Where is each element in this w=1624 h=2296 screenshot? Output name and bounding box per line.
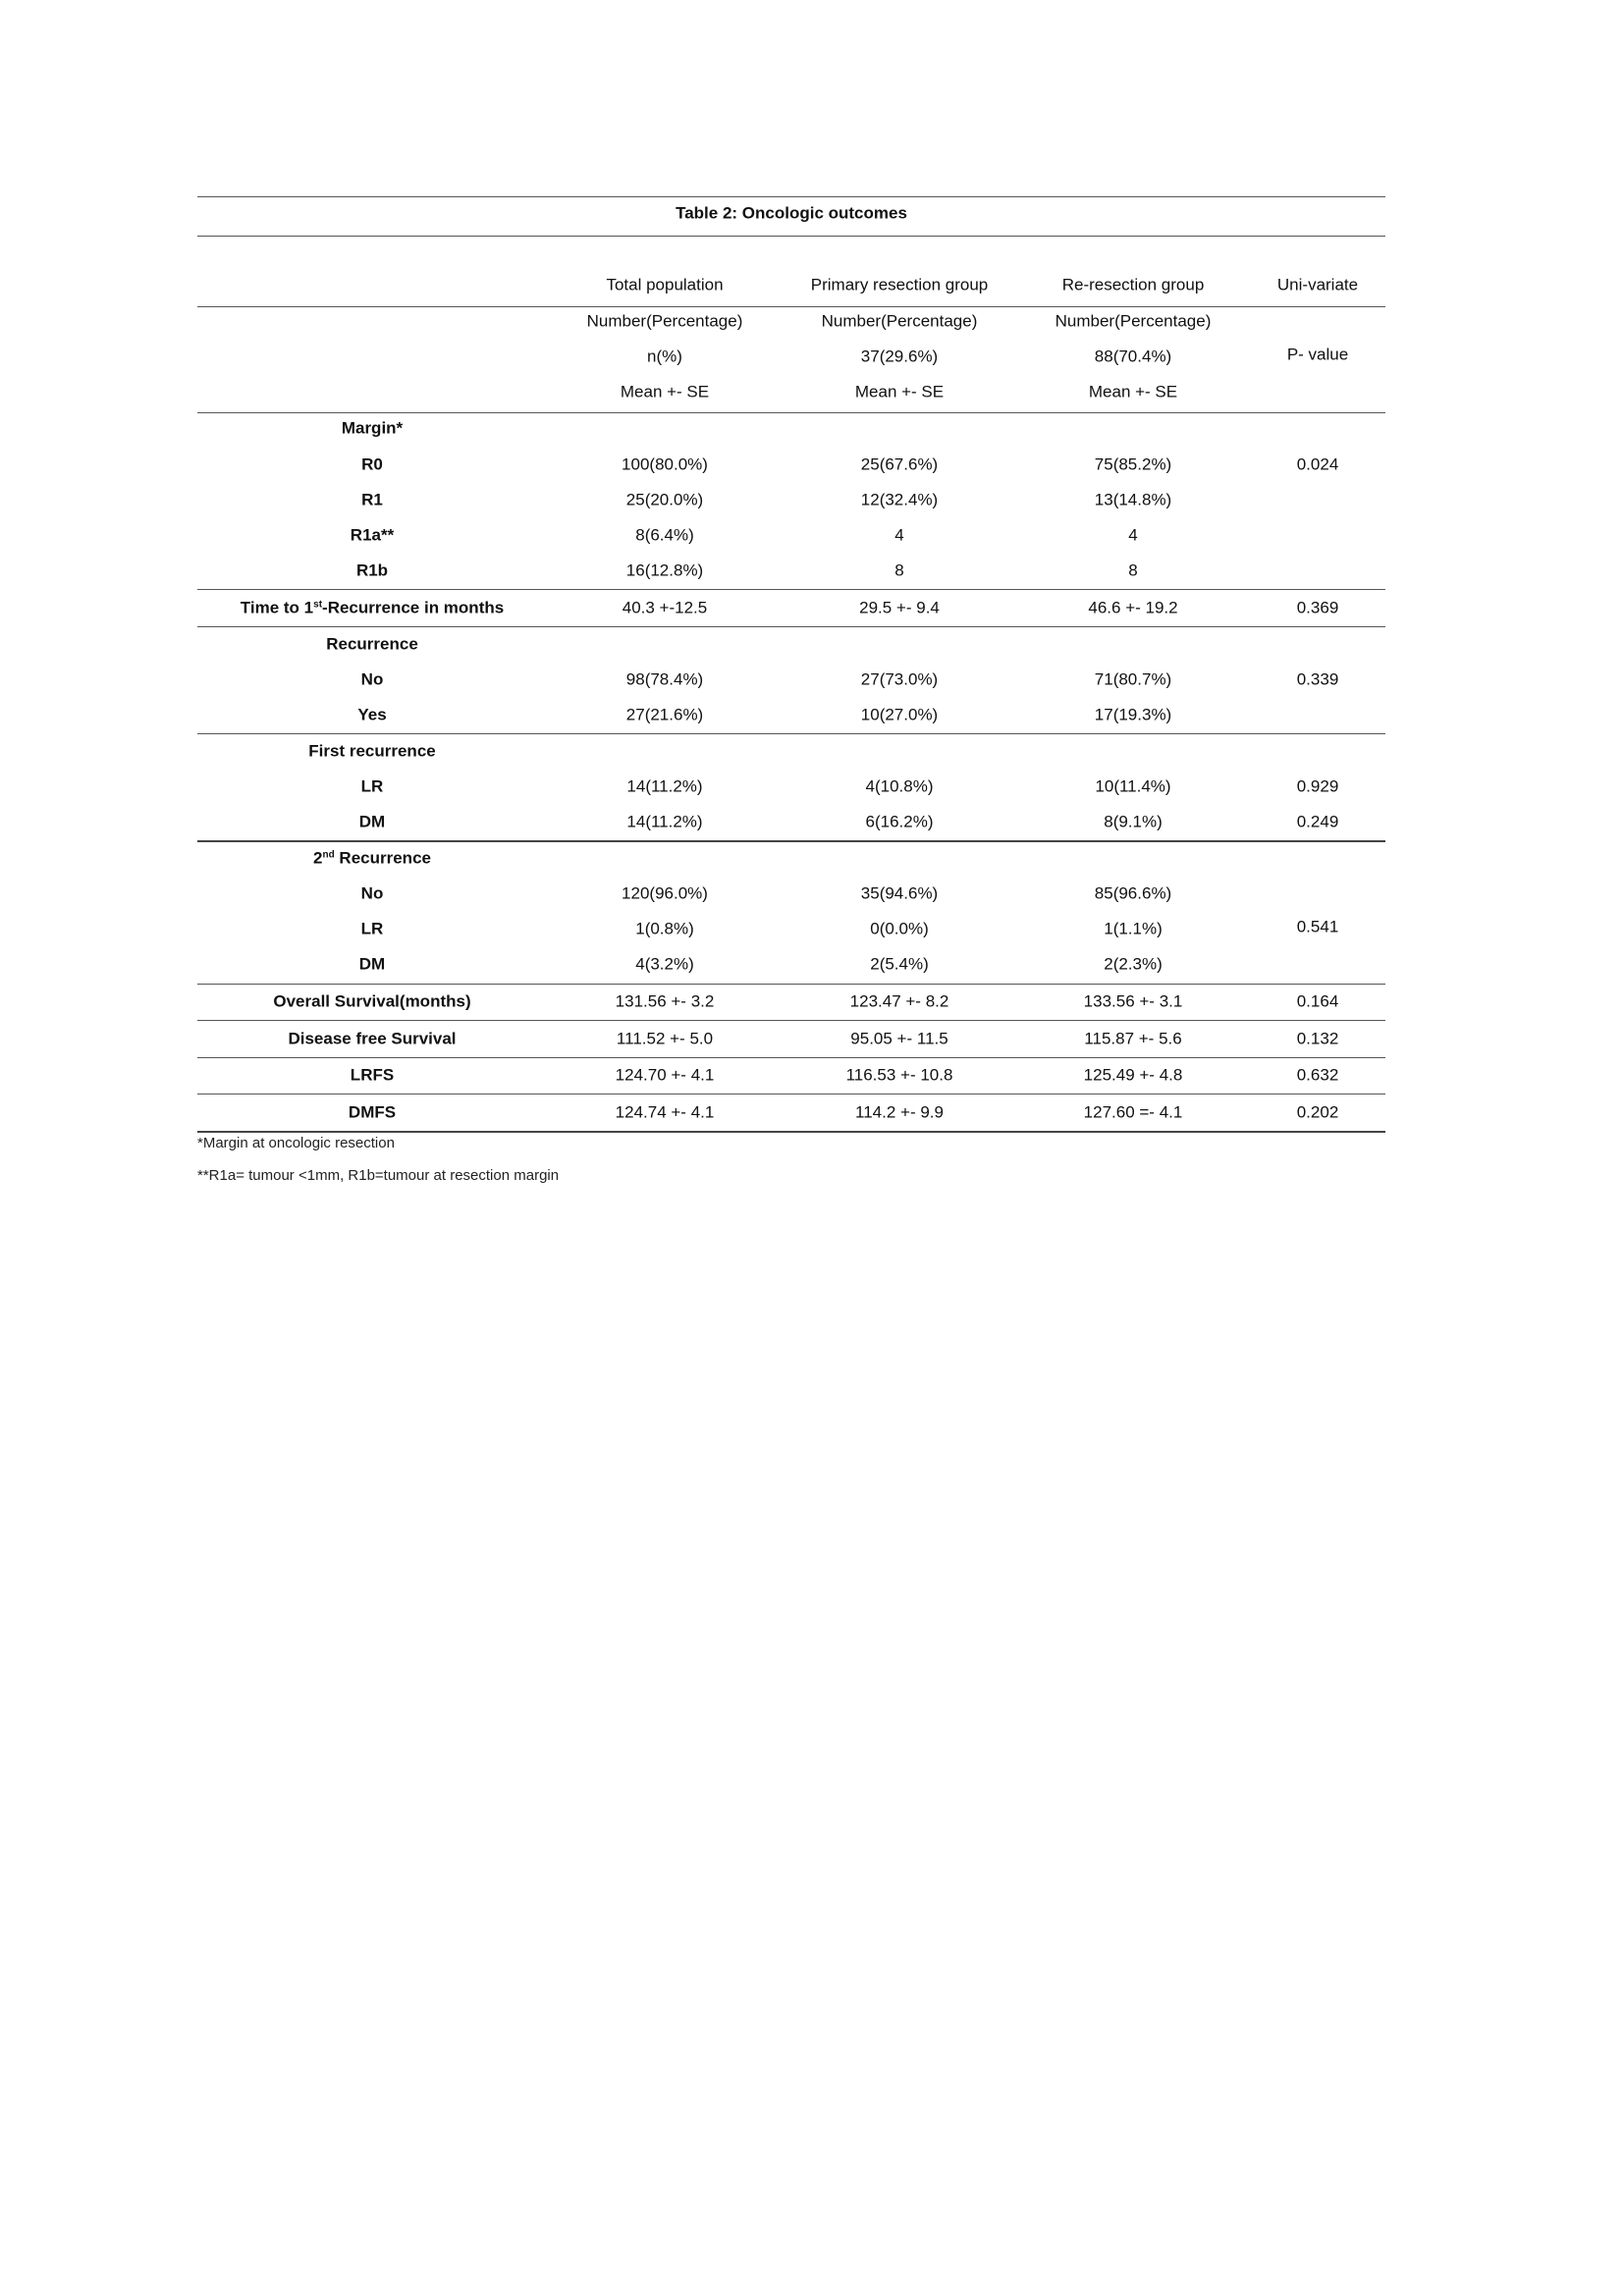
cell-first-dm-reresection: 8(9.1%)	[1104, 812, 1163, 831]
cell-dfs-primary: 95.05 +- 11.5	[850, 1029, 948, 1048]
table-bottom-rule	[197, 1131, 1385, 1133]
cell-r0-reresection: 75(85.2%)	[1094, 454, 1172, 474]
section-second-recurrence: 2nd Recurrence	[313, 848, 431, 868]
cell-r1-reresection: 13(14.8%)	[1094, 490, 1172, 509]
cell-r1a-reresection: 4	[1128, 525, 1138, 545]
cell-dfs-total: 111.52 +- 5.0	[616, 1029, 714, 1048]
row-label-time-to-recurrence: Time to 1st-Recurrence in months	[240, 598, 505, 617]
cell-first-lr-total: 14(11.2%)	[626, 776, 703, 796]
cell-first-dm-total: 14(11.2%)	[626, 812, 703, 831]
cell-r1b-total: 16(12.8%)	[625, 561, 704, 580]
cell-dfs-p: 0.132	[1296, 1029, 1339, 1048]
subheader-total-mean: Mean +- SE	[620, 382, 710, 401]
cell-second-no-primary: 35(94.6%)	[860, 883, 939, 903]
subheader-primary-number: Number(Percentage)	[821, 311, 978, 331]
cell-second-dm-primary: 2(5.4%)	[870, 954, 929, 974]
cell-rec-no-p: 0.339	[1296, 669, 1339, 689]
cell-os-p: 0.164	[1296, 991, 1339, 1011]
cell-second-dm-reresection: 2(2.3%)	[1104, 954, 1163, 974]
cell-second-dm-total: 4(3.2%)	[635, 954, 694, 974]
cell-rec-no-total: 98(78.4%)	[625, 669, 704, 689]
row-label-second-no: No	[360, 883, 384, 903]
row-label-r1: R1	[361, 490, 383, 509]
cell-os-reresection: 133.56 +- 3.1	[1083, 991, 1183, 1011]
header-re-resection: Re-resection group	[1061, 275, 1205, 294]
recurrence-section-rule	[197, 733, 1385, 734]
cell-lrfs-total: 124.70 +- 4.1	[615, 1065, 715, 1085]
header-univariate: Uni-variate	[1276, 275, 1359, 294]
subheader-p-value: P- value	[1286, 345, 1349, 364]
table-top-rule	[197, 196, 1385, 197]
subheader-total-number: Number(Percentage)	[586, 311, 743, 331]
cell-dmfs-reresection: 127.60 =- 4.1	[1083, 1102, 1183, 1122]
cell-lrfs-primary: 116.53 +- 10.8	[845, 1065, 953, 1085]
cell-rec-yes-reresection: 17(19.3%)	[1094, 705, 1172, 724]
cell-dmfs-p: 0.202	[1296, 1102, 1339, 1122]
row-label-disease-free-survival: Disease free Survival	[288, 1029, 457, 1048]
footnote-margin: *Margin at oncologic resection	[197, 1135, 395, 1151]
row-label-overall-survival: Overall Survival(months)	[273, 991, 471, 1011]
row-label-lrfs: LRFS	[350, 1065, 395, 1085]
cell-lrfs-reresection: 125.49 +- 4.8	[1083, 1065, 1183, 1085]
cell-time-primary: 29.5 +- 9.4	[859, 598, 940, 617]
cell-first-dm-primary: 6(16.2%)	[865, 812, 934, 831]
header-primary-resection: Primary resection group	[810, 275, 989, 294]
cell-r0-p: 0.024	[1296, 454, 1339, 474]
lrfs-row-rule	[197, 1094, 1385, 1095]
subheader-rule	[197, 412, 1385, 413]
subheader-primary-n: 37(29.6%)	[860, 347, 939, 366]
cell-rec-yes-total: 27(21.6%)	[625, 705, 704, 724]
subheader-reresection-n: 88(70.4%)	[1094, 347, 1172, 366]
cell-time-p: 0.369	[1296, 598, 1339, 617]
cell-r0-total: 100(80.0%)	[622, 454, 708, 474]
margin-section-rule	[197, 589, 1385, 590]
subheader-reresection-mean: Mean +- SE	[1088, 382, 1178, 401]
footnote-r1a-r1b: **R1a= tumour <1mm, R1b=tumour at resection margin	[197, 1167, 560, 1184]
row-label-second-lr: LR	[360, 919, 384, 938]
row-label-second-dm: DM	[358, 954, 386, 974]
cell-first-lr-reresection: 10(11.4%)	[1095, 776, 1171, 796]
subheader-total-n: n(%)	[647, 347, 682, 366]
cell-time-reresection: 46.6 +- 19.2	[1088, 598, 1178, 617]
cell-time-total: 40.3 +-12.5	[622, 598, 708, 617]
cell-rec-no-primary: 27(73.0%)	[860, 669, 939, 689]
section-first-recurrence: First recurrence	[308, 741, 436, 761]
cell-r1-primary: 12(32.4%)	[860, 490, 939, 509]
cell-second-lr-reresection: 1(1.1%)	[1104, 919, 1163, 938]
cell-os-primary: 123.47 +- 8.2	[849, 991, 949, 1011]
os-row-rule	[197, 1020, 1385, 1021]
cell-second-recurrence-p: 0.541	[1296, 917, 1339, 936]
row-label-rec-no: No	[360, 669, 384, 689]
row-label-first-lr: LR	[360, 776, 384, 796]
cell-rec-no-reresection: 71(80.7%)	[1094, 669, 1172, 689]
cell-r1-total: 25(20.0%)	[625, 490, 704, 509]
cell-dmfs-primary: 114.2 +- 9.9	[855, 1102, 944, 1122]
cell-r1a-total: 8(6.4%)	[635, 525, 694, 545]
row-label-dmfs: DMFS	[348, 1102, 397, 1122]
row-label-r1b: R1b	[355, 561, 389, 580]
cell-second-lr-primary: 0(0.0%)	[870, 919, 929, 938]
cell-r1b-primary: 8	[894, 561, 904, 580]
header-total-population: Total population	[606, 275, 724, 294]
cell-second-lr-total: 1(0.8%)	[635, 919, 694, 938]
cell-r1b-reresection: 8	[1128, 561, 1138, 580]
row-label-rec-yes: Yes	[357, 705, 387, 724]
row-label-first-dm: DM	[358, 812, 386, 831]
first-recurrence-section-rule	[197, 840, 1385, 842]
cell-lrfs-p: 0.632	[1296, 1065, 1339, 1085]
cell-second-no-total: 120(96.0%)	[622, 883, 708, 903]
second-recurrence-section-rule	[197, 984, 1385, 985]
section-recurrence: Recurrence	[326, 634, 418, 654]
cell-first-dm-p: 0.249	[1296, 812, 1339, 831]
row-label-r1a: R1a**	[350, 525, 395, 545]
cell-r0-primary: 25(67.6%)	[860, 454, 939, 474]
title-bottom-rule	[197, 236, 1385, 237]
cell-rec-yes-primary: 10(27.0%)	[860, 705, 939, 724]
cell-first-lr-p: 0.929	[1296, 776, 1339, 796]
row-label-r0: R0	[361, 454, 383, 474]
dfs-row-rule	[197, 1057, 1385, 1058]
cell-r1a-primary: 4	[894, 525, 904, 545]
cell-os-total: 131.56 +- 3.2	[615, 991, 715, 1011]
section-margin: Margin*	[341, 418, 404, 438]
cell-dmfs-total: 124.74 +- 4.1	[615, 1102, 715, 1122]
time-row-rule	[197, 626, 1385, 627]
cell-first-lr-primary: 4(10.8%)	[865, 776, 934, 796]
table-title: Table 2: Oncologic outcomes	[676, 203, 907, 223]
cell-second-no-reresection: 85(96.6%)	[1094, 883, 1172, 903]
subheader-primary-mean: Mean +- SE	[854, 382, 945, 401]
cell-dfs-reresection: 115.87 +- 5.6	[1084, 1029, 1182, 1048]
header-rule	[197, 306, 1385, 307]
subheader-reresection-number: Number(Percentage)	[1055, 311, 1212, 331]
